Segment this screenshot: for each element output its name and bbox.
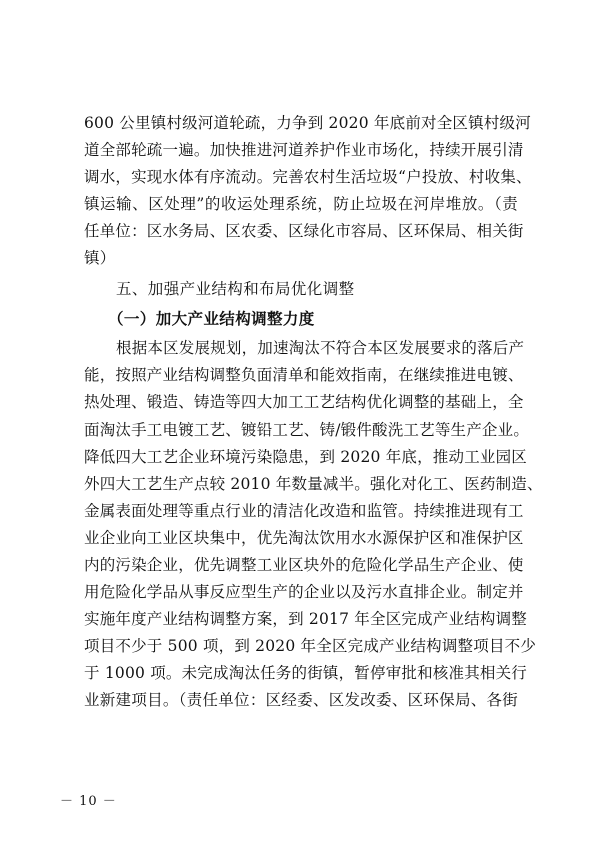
text-line: 项目不少于 500 项，到 2020 年全区完成产业结构调整项目不少 (84, 637, 537, 655)
text-line: 能，按照产业结构调整负面清单和能效指南，在继续推进电镀、 (84, 366, 524, 384)
text-line: 业新建项目。（责任单位：区经委、区发改委、区环保局、各街 (84, 691, 518, 709)
section-heading: 五、加强产业结构和布局优化调整 (116, 280, 355, 298)
text-line: 镇） (84, 249, 116, 267)
text-line: 600 公里镇村级河道轮疏，力争到 2020 年底前对全区镇村级河 (84, 114, 531, 132)
text-line: 金属表面处理等重点行业的清洁化改造和监管。持续推进现有工 (84, 502, 524, 520)
text-line: 业企业向工业区块集中，优先淘汰饮用水水源保护区和准保护区 (84, 529, 524, 547)
text-line: 实施年度产业结构调整方案，到 2017 年全区完成产业结构调整 (84, 610, 528, 628)
text-line: 面淘汰手工电镀工艺、镀铅工艺、铸/锻件酸洗工艺等生产企业。 (84, 421, 530, 439)
text-line: 热处理、锻造、铸造等四大加工工艺结构优化调整的基础上，全 (84, 393, 524, 411)
text-line: 外四大工艺生产点较 2010 年数量减半。强化对化工、医药制造、 (84, 475, 543, 493)
text-line: 用危险化学品从事反应型生产的企业以及污水直排企业。制定并 (84, 583, 524, 601)
text-line: 镇运输、区处理”的收运处理系统，防止垃圾在河岸堆放。（责 (84, 195, 518, 213)
text-line: 根据本区发展规划，加速淘汰不符合本区发展要求的落后产 (116, 339, 525, 357)
text-line: 任单位：区水务局、区农委、区绿化市容局、区环保局、相关街 (84, 222, 524, 240)
text-line: 降低四大工艺企业环境污染隐患，到 2020 年底，推动工业园区 (84, 448, 528, 466)
text-line: 调水，实现水体有序流动。完善农村生活垃圾“户投放、村收集、 (84, 168, 532, 186)
text-line: 内的污染企业，优先调整工业区块外的危险化学品生产企业、使 (84, 556, 524, 574)
text-line: 道全部轮疏一遍。加快推进河道养护作业市场化，持续开展引清 (84, 141, 524, 159)
page-number: － 10 － (60, 794, 117, 809)
text-line: 于 1000 项。未完成淘汰任务的街镇，暂停审批和核准其相关行 (84, 664, 528, 682)
subsection-heading: （一）加大产业结构调整力度 (108, 309, 315, 328)
